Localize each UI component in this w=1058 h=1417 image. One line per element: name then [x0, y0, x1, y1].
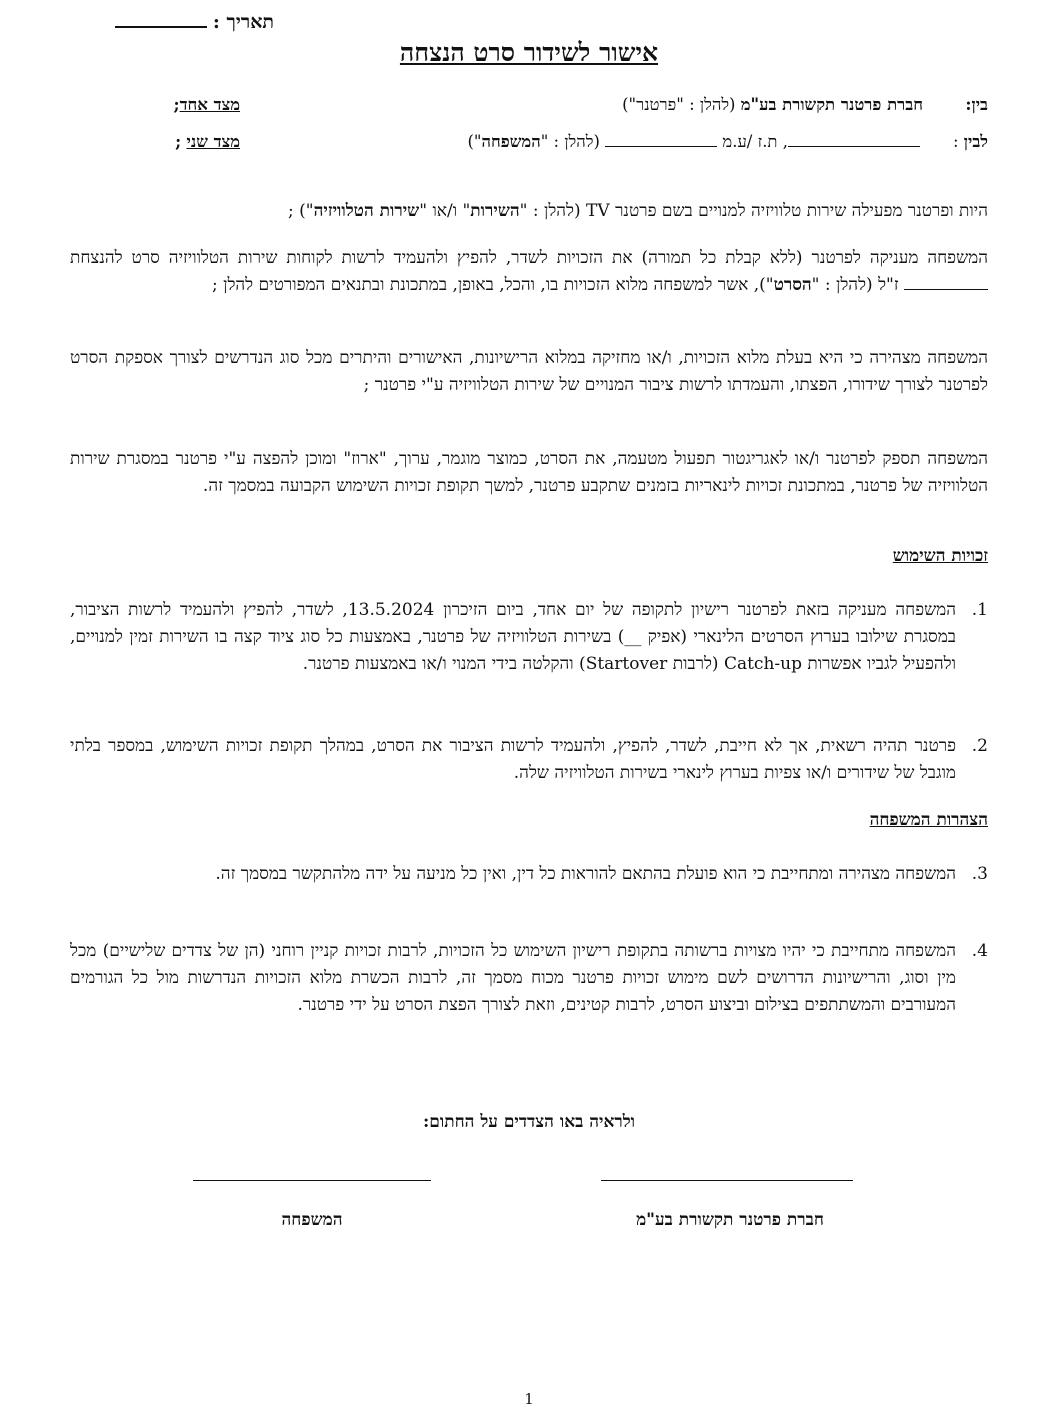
party1-side: מצד אחד; [173, 95, 240, 114]
party1-prefix: בין: [965, 95, 988, 114]
recital-2: המשפחה מעניקה לפרטנר (ללא קבלת כל תמורה) את הזכויות לשדר, להפיץ ולהעמיד לרשות לקוחות שירות הטלוויזיה סרט להנצחת ז"ל (להלן : "הסרט"), אשר למשפחה מלוא הזכויות בו, והכל, באופן, במתכונת ובתנאים המפורטים להלן ; [70, 248, 988, 295]
recital-1: היות ופרטנר מפעילה שירות טלוויזיה למנויים בשם פרטנר TV (להלן : "השירות" ו/או "שירות הטלוויזיה") ; [288, 201, 988, 221]
clause-text: פרטנר תהיה רשאית, אך לא חייבת, לשדר, להפיץ, ולהעמיד לרשות הציבור את הסרט, במהלך תקופת זכויות השימוש, במספר בלתי מוגבל של שידורים ו/או צפיות בערוץ לינארי בשירות הטלוויזיה שלה. [70, 736, 956, 783]
signature-line-family [193, 1180, 431, 1181]
clause-number: 2. [971, 736, 988, 756]
date-label: תאריך : [212, 11, 274, 33]
clause-number: 4. [971, 941, 988, 961]
memorial-name-blank [904, 275, 988, 290]
party2-id-blank [605, 132, 717, 147]
signature-label-partner: חברת פרטנר תקשורת בע"מ [636, 1210, 824, 1230]
recital-3: המשפחה מצהירה כי היא בעלת מלוא הזכויות, ו/או מחזיקה במלוא הרישיונות, האישורים והיתרים מכל סוג הנדרשים לצורך אספקת הסרט לפרטנר לצורך שידורו, הפצתו, והעמדתו לרשות ציבור המנויים של שירות הטלוויזיה ע"י פרטנר ; [70, 348, 988, 395]
clause-text: המשפחה מצהירה ומתחייבת כי הוא פועלת בהתאם להוראות כל דין, ואין כל מניעה על ידה מלהתקשר במסמך זה. [215, 864, 956, 884]
signature-label-family: המשפחה [281, 1210, 343, 1230]
section-heading-family-declarations: הצהרות המשפחה [869, 810, 988, 830]
party2-side: מצד שני ; [175, 132, 240, 151]
date-blank-line [115, 10, 207, 28]
clause-text: המשפחה מעניקה בזאת לפרטנר רישיון לתקופה של יום אחד, ביום הזיכרון 13.5.2024, לשדר, להפיץ ולהעמיד לרשות הציבור, במסגרת שילובו בערוץ הסרטים הלינארי (אפיק __) בשירות הטלוויזיה של פרטנר, באמצעות כל סוג ציוד קצה בו השירות זמין למנויים, ולהפעיל לגביו אפשרות Catch-up (לרבות Startover) והקלטה בידי המנוי ו/או באמצעות פרטנר. [70, 600, 956, 674]
clause-item [70, 861, 988, 888]
recital-4: המשפחה תספק לפרטנר ו/או לאגריגטור תפעול מטעמה, את הסרט, כמוצר מוגמר, ערוך, "ארוז" ומוכן להפצה ע"י פרטנר במסגרת שירות הטלוויזיה של פרטנר, במתכונת זכויות לינאריות בזמנים שתקבע פרטנר, למשך תקופת זכויות השימוש הקבועה במסמך זה. [70, 449, 988, 496]
date-field [115, 10, 274, 34]
clause-item [70, 733, 988, 787]
party2-name-blank [788, 132, 920, 147]
page-number: 1 [524, 1390, 534, 1408]
party2-details: , ת.ז /ע.מ (להלן : "המשפחה") [467, 132, 920, 152]
signature-line-partner [601, 1180, 853, 1181]
clause-text: המשפחה מתחייבת כי יהיו מצויות ברשותה בתקופת רישיון השימוש כל הזכויות, לרבות זכויות קניין רוחני (הן של צדדים שלישיים) מכל מין וסוג, והרישיונות הדרושים לשם מימוש זכויות פרטנר מכוח מסמך זה, לרבות הכשרת מלוא הזכויות הנדרשות מול כל הגורמים המעורבים והמשתתפים בצילום וביצוע הסרט, לרבות קטינים, וזאת לצורך הפצת הסרט על ידי פרטנר. [70, 941, 956, 1015]
party1-name: חברת פרטנר תקשורת בע"מ (להלן : "פרטנר") [622, 95, 923, 114]
signature-closing: ולראיה באו הצדדים על החתום: [422, 1112, 636, 1132]
section-heading-usage-rights: זכויות השימוש [892, 546, 988, 566]
party2-prefix: לבין : [952, 132, 988, 151]
clause-number: 1. [971, 600, 988, 620]
clause-number: 3. [971, 864, 988, 884]
clause-item [70, 938, 988, 1019]
clause-item [70, 597, 988, 678]
document-title: אישור לשידור סרט הנצחה [399, 38, 659, 67]
